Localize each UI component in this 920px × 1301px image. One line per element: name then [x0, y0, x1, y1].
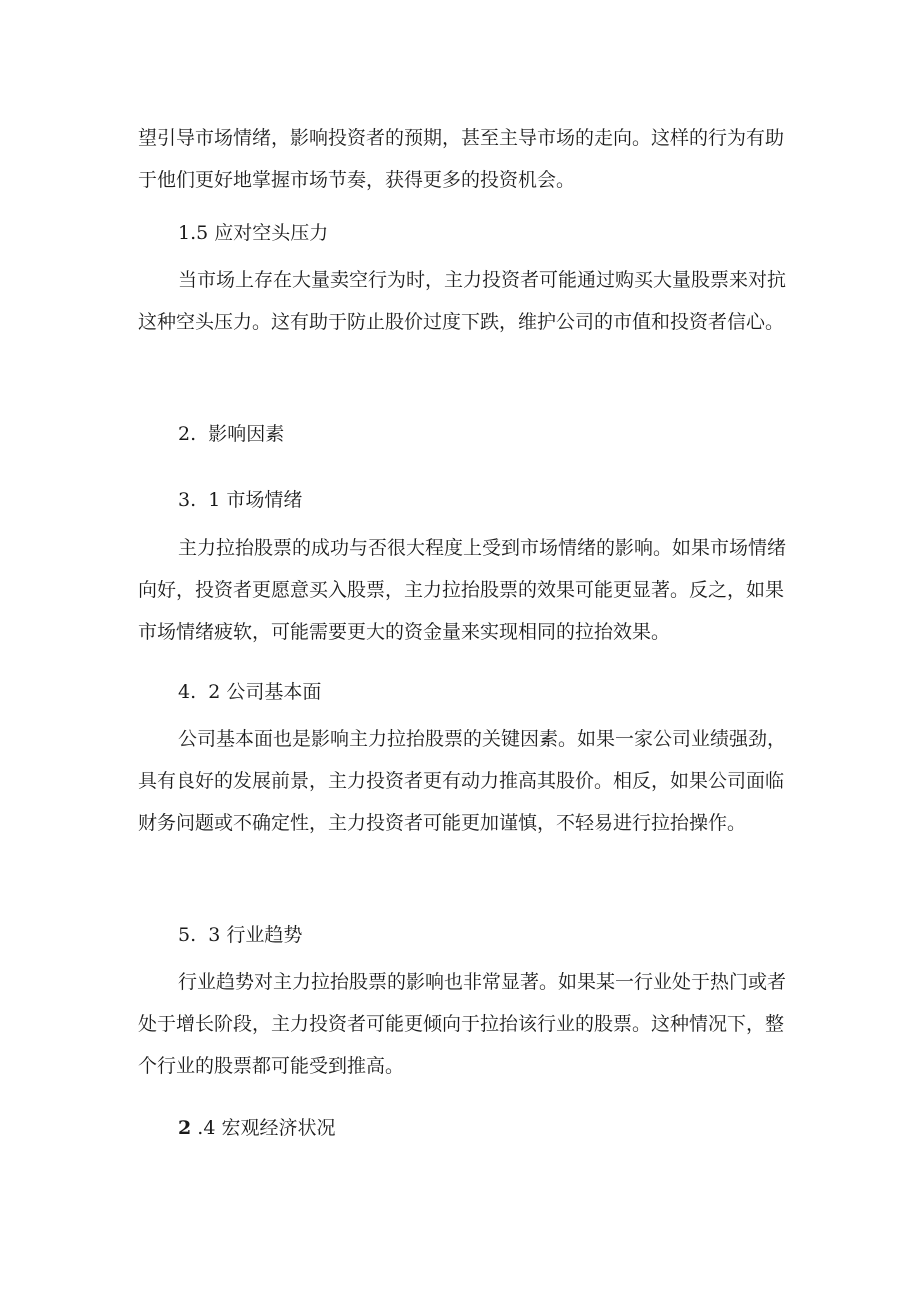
- heading-4-2: 4. 2 公司基本面: [178, 681, 322, 703]
- heading-2: 2. 影响因素: [178, 423, 285, 445]
- heading-1-5: 1.5 应对空头压力: [178, 222, 329, 244]
- heading-2-4: [178, 1107, 335, 1149]
- paragraph-market-sentiment: 主力拉抬股票的成功与否很大程度上受到市场情绪的影响。如果市场情绪向好，投资者更愿意买入股票，主力拉抬股票的效果可能更显著。反之，如果市场情绪疲软，可能需要更大的资金量来实现相同的拉抬效果。: [138, 537, 787, 643]
- heading-2-4-number: 2: [178, 1117, 192, 1139]
- heading-2-4-title: .4 宏观经济状况: [191, 1117, 336, 1139]
- paragraph-industry-trend: 行业趋势对主力拉抬股票的影响也非常显著。如果某一行业处于热门或者处于增长阶段，主力投资者可能更倾向于拉抬该行业的股票。这种情况下，整个行业的股票都可能受到推高。: [138, 971, 787, 1077]
- heading-5-3: 5. 3 行业趋势: [178, 924, 303, 946]
- paragraph-market-guidance: 望引导市场情绪，影响投资者的预期，甚至主导市场的走向。这样的行为有助于他们更好地掌握市场节奏，获得更多的投资机会。: [138, 127, 785, 191]
- paragraph-fundamentals: 公司基本面也是影响主力拉抬股票的关键因素。如果一家公司业绩强劲，具有良好的发展前景，主力投资者更有动力推高其股价。相反，如果公司面临财务问题或不确定性，主力投资者可能更加谨慎，不轻易进行拉抬操作。: [138, 728, 787, 834]
- paragraph-short-pressure: 当市场上存在大量卖空行为时，主力投资者可能通过购买大量股票来对抗这种空头压力。这有助于防止股价过度下跌，维护公司的市值和投资者信心。: [138, 269, 787, 333]
- heading-3-1: 3. 1 市场情绪: [178, 489, 303, 511]
